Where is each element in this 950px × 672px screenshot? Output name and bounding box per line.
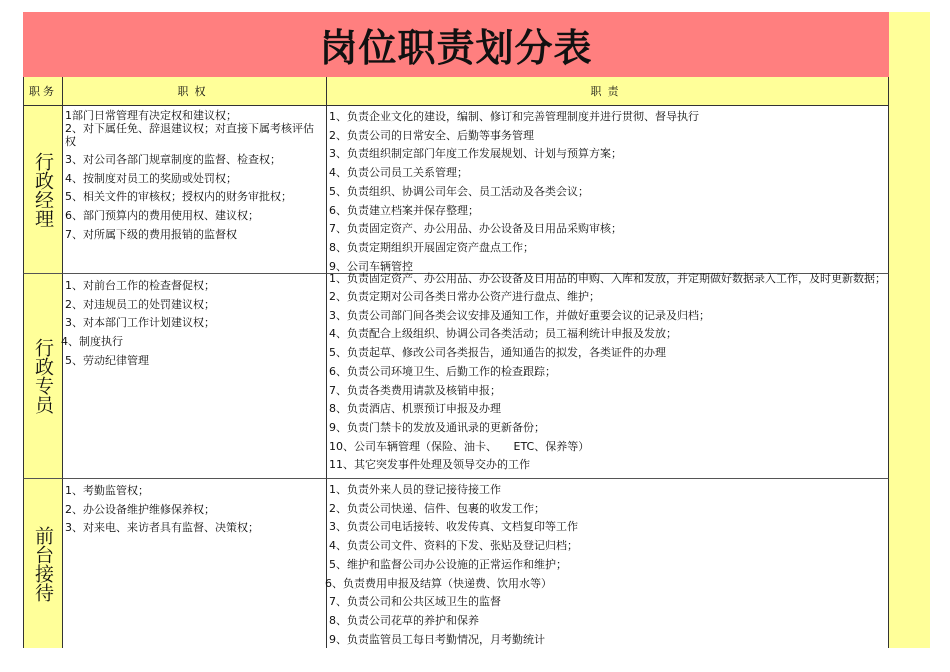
duty-item: 7、负责各类费用请款及核销申报； [329, 383, 501, 397]
header-rights: 职权 [62, 77, 326, 106]
table-row-admin-specialist [23, 274, 889, 479]
duty-item: 9、负责监管员工每日考勤情况，月考勤统计 [329, 632, 545, 646]
duties-cell[interactable] [326, 106, 889, 274]
role-cell[interactable] [23, 106, 62, 274]
duty-item: 5、负责起草、修改公司各类报告，通知通告的拟发，各类证件的办理 [329, 346, 666, 360]
duty-item: 6、负责建立档案并保存整理； [329, 203, 479, 217]
duty-item: 1、负责外来人员的登记接待接工作 [329, 483, 501, 496]
table-row-reception [23, 479, 889, 648]
duty-item: 4、负责配合上级组织、协调公司各类活动；员工福利统计申报及发放； [329, 327, 677, 341]
rights-item: 1部门日常管理有决定权和建议权； [65, 109, 237, 122]
rights-item: 1、对前台工作的检查督促权； [65, 279, 215, 292]
duty-table [23, 77, 889, 648]
duty-item: 8、负责定期组织开展固定资产盘点工作； [329, 240, 534, 254]
duty-item: 9、负责门禁卡的发放及通讯录的更新备份； [329, 420, 545, 434]
duty-item: 6、负责公司环境卫生、后勤工作的检查跟踪； [329, 364, 556, 378]
rights-cell[interactable] [62, 479, 326, 648]
table-row-admin-manager [23, 106, 889, 274]
role-cell[interactable] [23, 479, 62, 648]
duty-item: 11、其它突发事件处理及领导交办的工作 [329, 458, 530, 472]
duty-item: 5、维护和监督公司办公设施的正常运作和维护； [329, 557, 567, 571]
page-title: 岗位职责划分表 [319, 26, 593, 70]
rights-item: 3、对公司各部门规章制度的监督、检查权； [65, 153, 281, 166]
title-bar [23, 12, 889, 77]
duty-item: 9、公司车辆管控 [329, 259, 413, 273]
duty-item: 4、负责公司文件、资料的下发、张贴及登记归档； [329, 539, 578, 553]
rights-item: 4、按制度对员工的奖励或处罚权； [65, 171, 237, 185]
duty-item: 6、负责费用申报及结算（快递费、饮用水等） [325, 576, 552, 590]
duty-item: 5、负责组织、协调公司年会、员工活动及各类会议； [329, 184, 589, 198]
rights-item: 3、对本部门工作计划建议权； [65, 316, 215, 330]
role-cell[interactable] [23, 274, 62, 479]
rights-item: 2、对下属任免、辞退建议权；对直接下属考核评估权 [65, 122, 314, 148]
rights-cell[interactable] [62, 106, 326, 274]
role-label: 前台接待 [32, 525, 54, 602]
header-duties: 职责 [326, 77, 889, 106]
rights-item: 5、相关文件的审核权；授权内的财务审批权； [65, 190, 292, 204]
duty-item: 8、负责酒店、机票预订申报及办理 [329, 402, 501, 416]
rights-item: 2、办公设备维护维修保养权； [65, 502, 215, 516]
duty-item: 2、负责公司快递、信件、包裹的收发工作； [329, 501, 545, 515]
side-band [889, 12, 930, 648]
header-role: 职务 [23, 77, 62, 106]
rights-item: 3、对来电、来访者具有监督、决策权； [65, 521, 259, 535]
duties-cell[interactable] [326, 274, 889, 479]
duty-item: 2、负责定期对公司各类日常办公资产进行盘点、维护； [329, 290, 600, 303]
role-label: 行政经理 [32, 151, 54, 228]
duty-item: 2、负责公司的日常安全、后勤等事务管理 [329, 128, 534, 142]
duty-item: 7、负责公司和公共区域卫生的监督 [329, 595, 501, 609]
rights-item: 4、制度执行 [61, 335, 123, 349]
rights-cell[interactable] [62, 274, 326, 479]
duties-cell[interactable] [326, 479, 889, 648]
rights-item: 7、对所属下级的费用报销的监督权 [65, 227, 237, 241]
duty-item: 3、负责公司部门间各类会议安排及通知工作，并做好重要会议的记录及归档； [329, 308, 710, 322]
duty-item: 1、负责企业文化的建设，编制、修订和完善管理制度并进行贯彻、督导执行 [329, 110, 699, 123]
rights-item: 1、考勤监管权； [65, 484, 149, 497]
duty-item: 3、负责公司电话接转、收发传真、文档复印等工作 [329, 520, 578, 534]
duty-item: 10、公司车辆管理（保险、油卡、 ETC、保养等） [329, 439, 590, 453]
duty-item: 7、负责固定资产、办公用品、办公设备及日用品采购审核； [329, 222, 622, 236]
duty-item: 4、负责公司员工关系管理； [329, 166, 468, 180]
role-label: 行政专员 [32, 338, 54, 414]
duty-item: 1、负责固定资产、办公用品、办公设备及日用品的申购、入库和发放，并定期做好数据录入工作，及时更新数据； [329, 272, 886, 285]
duty-item: 3、负责组织制定部门年度工作发展规划、计划与预算方案； [329, 147, 622, 161]
rights-item: 2、对违规员工的处罚建议权； [65, 297, 215, 311]
rights-item: 5、劳动纪律管理 [65, 353, 149, 367]
rights-item: 6、部门预算内的费用使用权、建议权； [65, 209, 259, 223]
duty-item: 8、负责公司花草的养护和保养 [329, 613, 479, 627]
